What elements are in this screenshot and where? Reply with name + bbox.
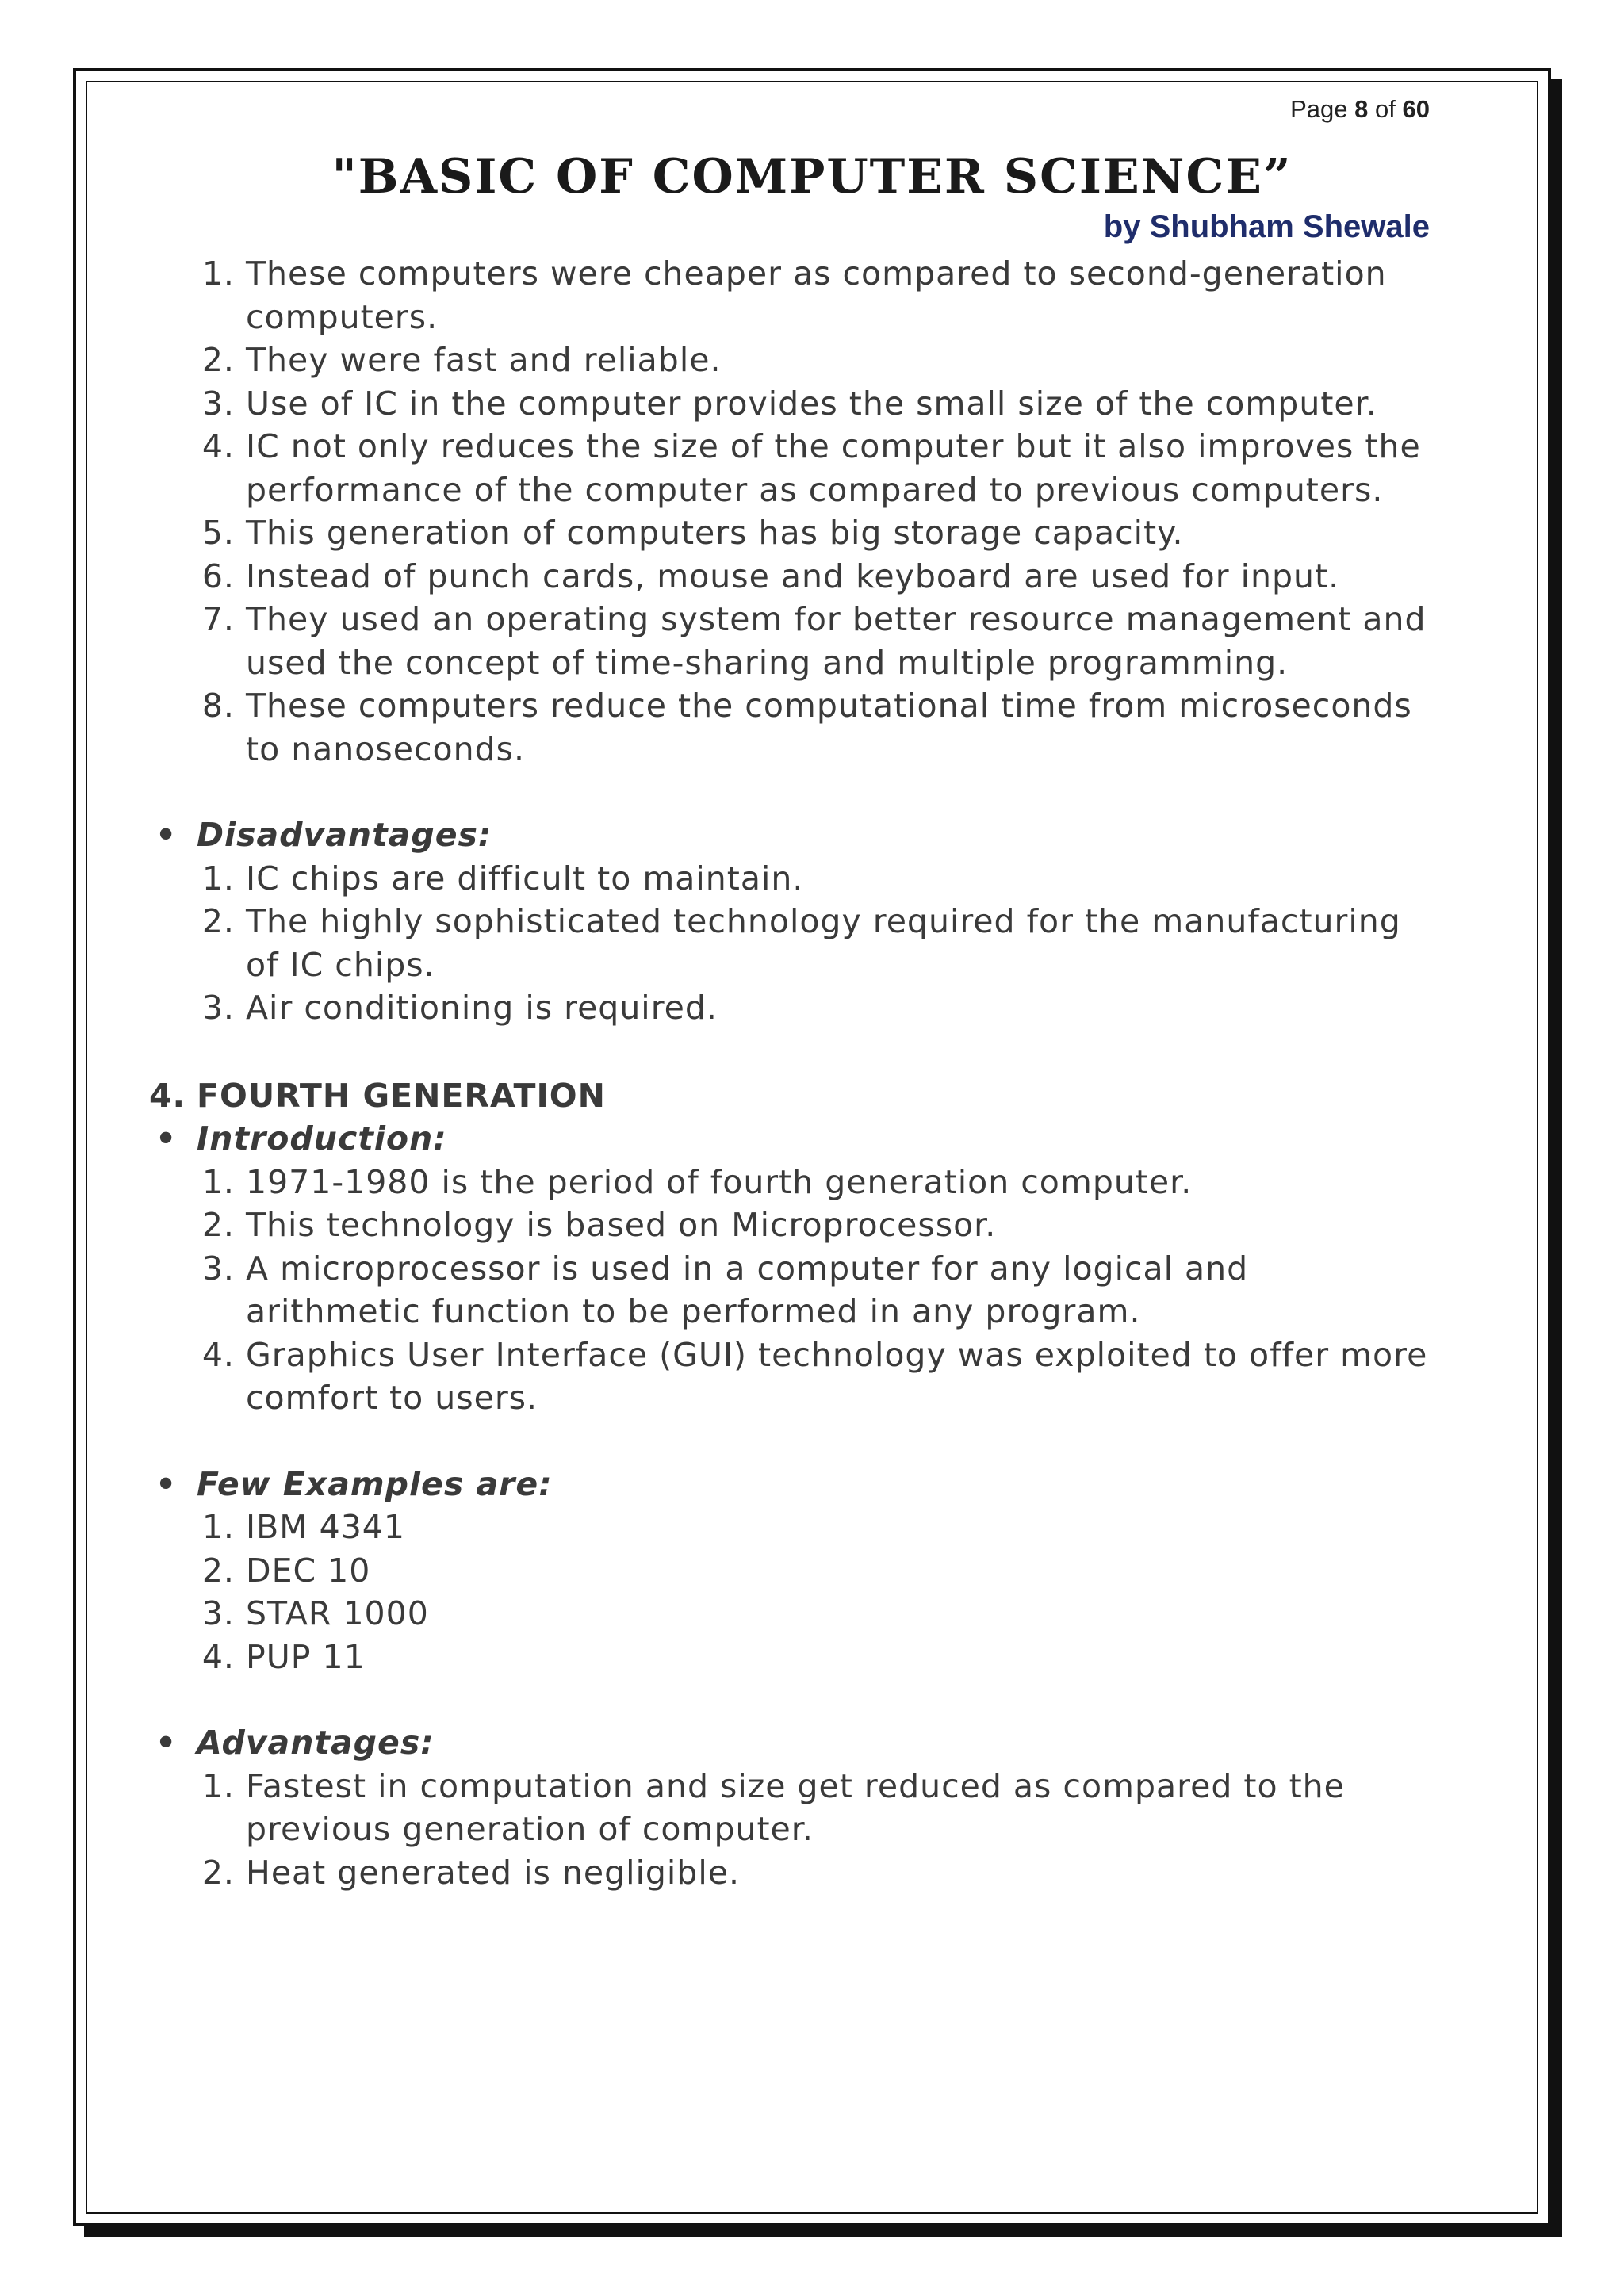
list-item: 3. Use of IC in the computer provides the small size of the computer. — [246, 382, 1434, 426]
spacer — [197, 1420, 1434, 1463]
list-item: 4. IC not only reduces the size of the computer but it also improves the performance of the computer as compared to previous computers. — [246, 425, 1434, 511]
list-item: 2. They were fast and reliable. — [246, 339, 1434, 382]
list-item: 8. These computers reduce the computational time from microseconds to nanoseconds. — [246, 684, 1434, 771]
document-title: "BASIC OF COMPUTER SCIENCE” — [331, 149, 1293, 205]
list-item: 2. The highly sophisticated technology required for the manufacturing of IC chips. — [246, 900, 1434, 986]
bullet-icon: • — [155, 1724, 178, 1762]
list-item: 4. Graphics User Interface (GUI) technology was exploited to offer more comfort to users. — [246, 1334, 1434, 1420]
advantages-heading: • Advantages: — [197, 1721, 1434, 1765]
spacer — [197, 1678, 1434, 1721]
spacer — [197, 771, 1434, 813]
list-item: 3. STAR 1000 — [246, 1592, 1434, 1636]
bullet-icon: • — [155, 816, 178, 854]
third-gen-advantages-list — [197, 252, 1434, 771]
list-item: 6. Instead of punch cards, mouse and keyboard are used for input. — [246, 555, 1434, 599]
list-item: 1. Fastest in computation and size get reduced as compared to the previous generation of computer. — [246, 1765, 1434, 1851]
list-item: 3. A microprocessor is used in a computer for any logical and arithmetic function to be performed in any program. — [246, 1247, 1434, 1334]
list-item: 4. PUP 11 — [246, 1636, 1434, 1679]
introduction-heading: • Introduction: — [197, 1117, 1434, 1161]
spacer — [197, 1030, 1434, 1074]
list-item: 1. IC chips are difficult to maintain. — [246, 857, 1434, 901]
list-item: 3. Air conditioning is required. — [246, 986, 1434, 1030]
third-gen-disadvantages-list — [197, 857, 1434, 1030]
examples-heading: • Few Examples are: — [197, 1463, 1434, 1506]
list-item: 5. This generation of computers has big storage capacity. — [246, 511, 1434, 555]
list-item: 1. 1971-1980 is the period of fourth generation computer. — [246, 1161, 1434, 1204]
bullet-icon: • — [155, 1119, 178, 1158]
list-item: 2. DEC 10 — [246, 1549, 1434, 1593]
disadvantages-heading: • Disadvantages: — [197, 813, 1434, 857]
fourth-gen-advantages-list — [197, 1765, 1434, 1895]
fourth-gen-examples-list — [197, 1506, 1434, 1678]
fourth-generation-heading: 4. FOURTH GENERATION — [149, 1076, 606, 1115]
fourth-gen-introduction-list — [197, 1161, 1434, 1420]
list-item: 7. They used an operating system for better resource management and used the concept of time-sharing and multiple programming. — [246, 598, 1434, 684]
page-number: Page 8 of 60 — [1290, 95, 1430, 123]
list-item: 1. These computers were cheaper as compared to second-generation computers. — [246, 252, 1434, 339]
bullet-icon: • — [155, 1464, 178, 1503]
list-item: 2. Heat generated is negligible. — [246, 1851, 1434, 1895]
page-content — [149, 252, 1434, 1894]
list-item: 2. This technology is based on Microprocessor. — [246, 1203, 1434, 1247]
author-line: by Shubham Shewale — [1103, 209, 1430, 244]
list-item: 1. IBM 4341 — [246, 1506, 1434, 1549]
